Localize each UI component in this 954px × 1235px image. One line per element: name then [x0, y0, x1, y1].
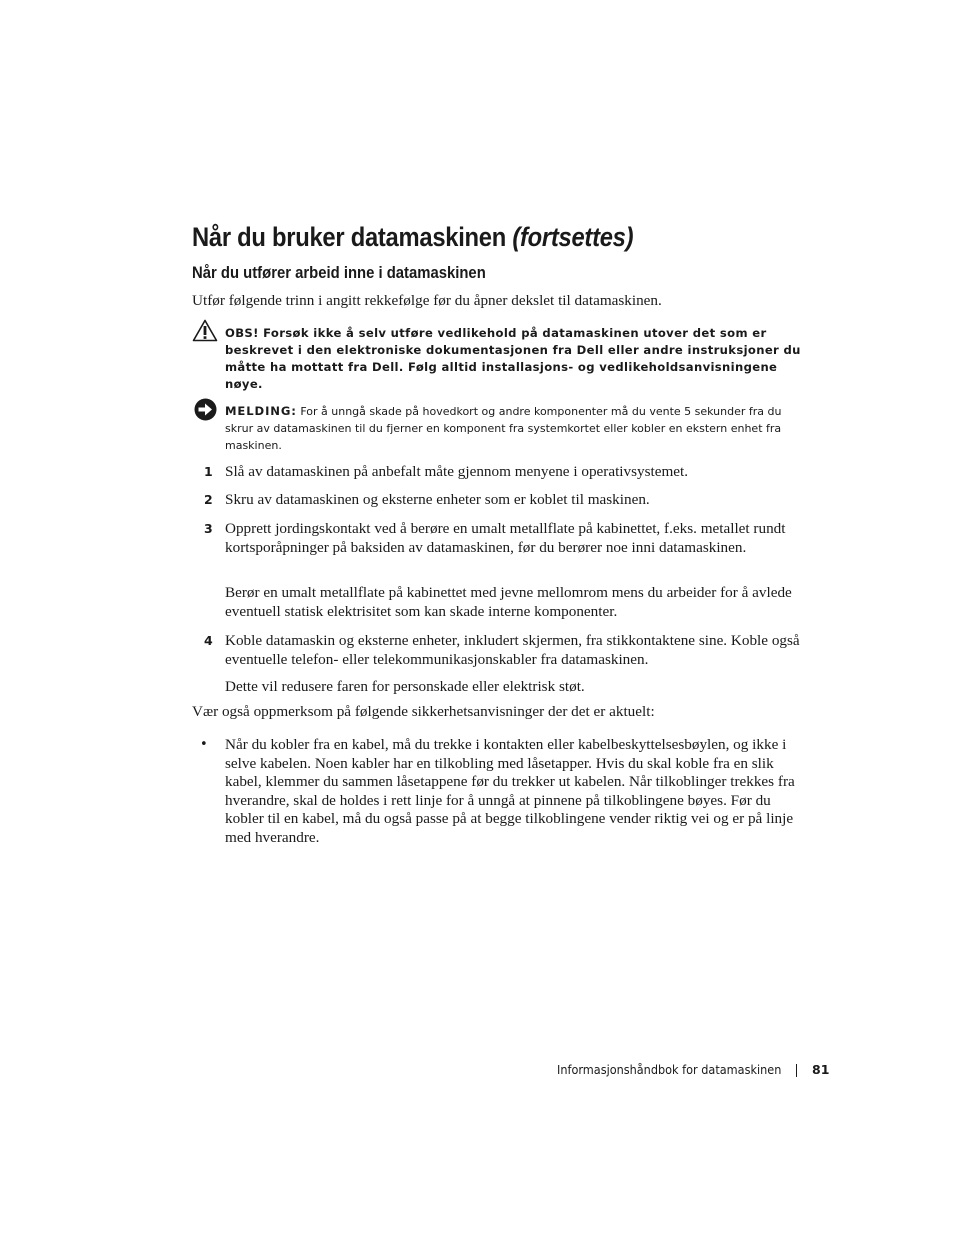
notice-text: [225, 403, 803, 454]
section-heading: Når du utfører arbeid inne i datamaskinen: [192, 264, 486, 282]
step-1-number: 1: [204, 464, 213, 479]
footer-book-title: Informasjonshåndbok for datamaskinen: [557, 1063, 782, 1077]
page-title: [192, 222, 633, 253]
step-1-text: Slå av datamaskinen på anbefalt måte gjennom menyene i operativsystemet.: [225, 463, 689, 480]
page-title-main: Når du bruker datamaskinen: [192, 222, 507, 252]
intro-paragraph: Utfør følgende trinn i angitt rekkefølge før du åpner dekslet til datamaskinen.: [192, 292, 662, 309]
step-4-number: 4: [204, 633, 213, 648]
step-2-text: Skru av datamaskinen og eksterne enheter som er koblet til maskinen.: [225, 491, 650, 508]
step-3-number: 3: [204, 521, 213, 536]
step-3-extra: Berør en umalt metallflate på kabinettet med jevne mellomrom mens du arbeider for å avlede eventuell statisk elektrisitet som kan skade interne komponenter.: [225, 584, 792, 620]
step-3-text: Opprett jordingskontakt ved å berøre en umalt metallflate på kabinettet, f.eks. metallet rundt kortsporåpninger på baksiden av datamaskinen, før du berører noe inni datamaskinen.: [225, 520, 786, 556]
page-title-continued: (fortsettes): [512, 222, 634, 252]
step-2-number: 2: [204, 492, 213, 507]
footer-page-number: 81: [812, 1062, 830, 1077]
caution-triangle-icon: [192, 319, 218, 342]
step-4-extra: Dette vil redusere faren for personskade eller elektrisk støt.: [225, 678, 585, 695]
notice-body: For å unngå skade på hovedkort og andre komponenter må du vente 5 sekunder fra du skrur av datamaskinen til du fjerner en komponent fra systemkortet eller kobler en ekstern enhet fra maskinen.: [225, 405, 782, 452]
caution-text: OBS! Forsøk ikke å selv utføre vedlikehold på datamaskinen utover det som er beskrevet i den elektroniske dokumentasjonen fra Dell eller andre instruksjoner du måtte ha mottatt fra Dell. Følg alltid installasjons- og vedlikeholdsanvisningene nøye.: [225, 326, 801, 391]
safety-intro: Vær også oppmerksom på følgende sikkerhetsanvisninger der det er aktuelt:: [192, 703, 655, 720]
notice-label: MELDING:: [225, 404, 297, 418]
footer-separator: [796, 1064, 797, 1077]
notice-arrow-icon: [194, 398, 217, 421]
bullet-text: Når du kobler fra en kabel, må du trekke i kontakten eller kabelbeskyttelsesbøylen, og ikke i selve kabelen. Noen kabler har en tilkobling med låsetapper. Hvis du skal koble fra en slik kabel, klemmer du sammen låsetappene før du trekker ut kabelen. Når tilkoblinger trekkes fra hverandre, skal de holdes i rett linje for å unngå at pinnene på tilkoblingene bøyes. Før du kobler til en kabel, må du også passe på at begge tilkoblingene vender riktig vei og er på linje med hverandre.: [225, 736, 795, 846]
bullet-marker: •: [200, 737, 208, 752]
step-4-text: Koble datamaskin og eksterne enheter, inkludert skjermen, fra stikkontaktene sine. Koble også eventuelle telefon- eller telekommunikasjonskabler fra datamaskinen.: [225, 632, 800, 668]
